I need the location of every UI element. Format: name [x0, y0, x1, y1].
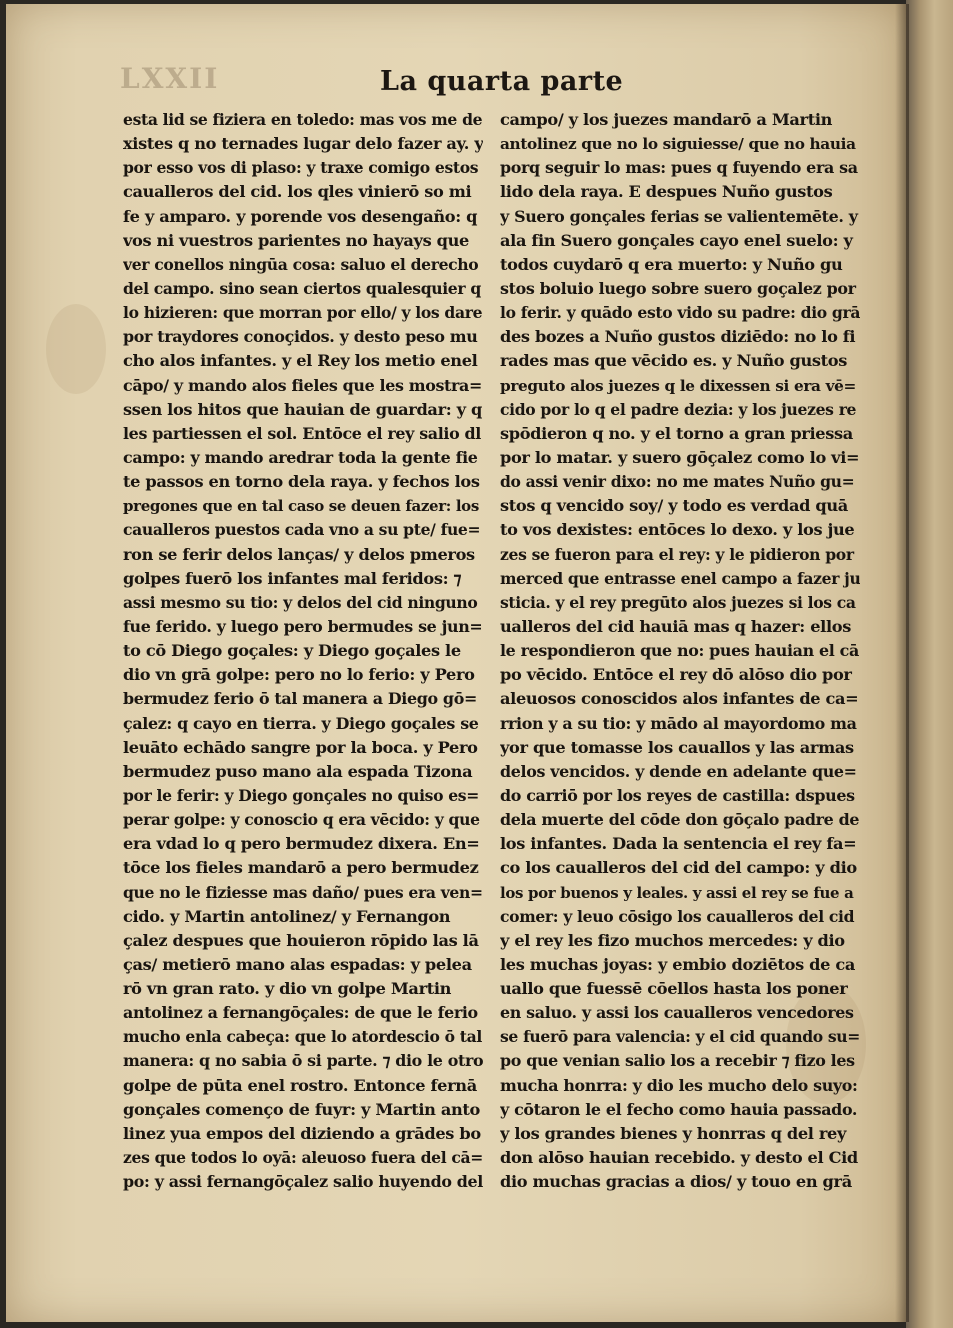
text-line: yor que tomasse los cauallos y las armas: [500, 737, 854, 757]
text-line: rrion y a su tio: y mādo al mayordomo ma: [500, 713, 857, 733]
left-text-column: [123, 108, 483, 1194]
text-line: campo/ y los juezes mandarō a Martin: [500, 110, 833, 129]
text-line: merced que entrasse enel campo a fazer ju: [500, 568, 860, 588]
text-line: po que venian salio los a recebir ⁊ fizo les: [500, 1051, 855, 1071]
text-line: do assi venir dixo: no me mates Nuño gu=: [500, 472, 855, 492]
text-line: que no le fiziesse mas daño/ pues era ven=: [123, 882, 483, 902]
text-line: po vēcido. Entōce el rey dō alōso dio por: [500, 665, 852, 685]
text-line: zes que todos lo oyā: aleuoso fuera del cā=: [123, 1148, 483, 1168]
text-line: los por buenos y leales. y assi el rey se fue a: [500, 883, 854, 902]
paper-stain: [46, 304, 106, 394]
text-line: to cō Diego goçales: y Diego goçales le: [123, 641, 461, 661]
text-line: stos boluio luego sobre suero goçalez por: [500, 278, 856, 298]
text-line: aleuosos conoscidos alos infantes de ca=: [500, 689, 859, 709]
text-line: bermudez puso mano ala espada Tizona: [123, 761, 473, 781]
text-line: los infantes. Dada la sentencia el rey fa=: [500, 834, 857, 854]
text-line: ala fin Suero gonçales cayo enel suelo: y: [500, 230, 853, 250]
text-line: xistes q no ternades lugar delo fazer ay. y: [123, 134, 483, 154]
text-line: por le ferir: y Diego gonçales no quiso es=: [123, 785, 479, 805]
folio-number: LXXII: [120, 62, 220, 95]
text-line: zes se fueron para el rey: y le pidieron por: [500, 544, 854, 564]
text-line: delos vencidos. y dende en adelante que=: [500, 761, 857, 781]
text-line: fue ferido. y luego pero bermudes se jun=: [123, 616, 483, 636]
text-line: po: y assi fernangōçalez salio huyendo del: [123, 1172, 483, 1192]
running-head: La quarta parte: [380, 66, 624, 97]
text-line: antolinez que no lo siguiesse/ que no hauia: [500, 135, 856, 154]
text-line: y el rey les fizo muchos mercedes: y dio: [500, 930, 845, 950]
text-line: to vos dexistes: entōces lo dexo. y los jue: [500, 520, 855, 540]
text-line: esta lid se fiziera en toledo: mas vos me de: [123, 110, 483, 129]
text-line: en saluo. y assi los caualleros vencedores: [500, 1003, 854, 1023]
text-line: por esso vos di plaso: y traxe comigo estos: [123, 158, 479, 178]
text-line: bermudez ferio ō tal manera a Diego gō=: [123, 689, 477, 709]
text-line: mucho enla cabeça: que lo atordescio ō tal: [123, 1027, 482, 1047]
text-line: gonçales començo de fuyr: y Martin anto: [123, 1099, 480, 1119]
text-line: comer: y leuo cōsigo los caualleros del cid: [500, 906, 855, 926]
text-line: fe y amparo. y porende vos desengaño: q: [123, 206, 478, 226]
text-line: y Suero gonçales ferias se valientemēte. y: [500, 206, 858, 226]
text-line: le respondieron que no: pues hauian el cā: [500, 641, 859, 661]
right-text-column: [500, 108, 860, 1194]
text-line: era vdad lo q pero bermudez dixera. En=: [123, 834, 480, 854]
text-line: del campo. sino sean ciertos qualesquier q: [123, 278, 481, 298]
text-line: tōce los fieles mandarō a pero bermudez: [123, 858, 479, 878]
text-line: des bozes a Nuño gustos diziēdo: no lo fi: [500, 327, 856, 347]
text-line: stos q vencido soy/ y todo es verdad quā: [500, 496, 848, 516]
text-line: les muchas joyas: y embio doziētos de ca: [500, 954, 855, 974]
text-line: cido. y Martin antolinez/ y Fernangon: [123, 906, 451, 926]
text-line: ssen los hitos que hauian de guardar: y q: [123, 399, 482, 419]
text-line: dio vn grā golpe: pero no lo ferio: y Pero: [123, 665, 475, 685]
text-line: cido por lo q el padre dezia: y los juezes re: [500, 399, 857, 419]
text-line: porq seguir lo mas: pues q fuyendo era sa: [500, 158, 858, 178]
text-line: co los caualleros del cid del campo: y dio: [500, 858, 857, 878]
text-line: lido dela raya. E despues Nuño gustos: [500, 182, 833, 202]
text-line: golpes fuerō los infantes mal feridos: ⁊: [123, 568, 462, 588]
text-line: por traydores conoçidos. y desto peso mu: [123, 327, 478, 347]
text-line: vos ni vuestros parientes no hayays que: [123, 230, 469, 250]
text-line: caualleros puestos cada vno a su pte/ fue=: [123, 520, 481, 540]
text-line: dio muchas gracias a dios/ y touo en grā: [500, 1172, 852, 1192]
text-line: mucha honrra: y dio les mucho delo suyo:: [500, 1075, 858, 1095]
text-line: sticia. y el rey pregūto alos juezes si los ca: [500, 592, 856, 612]
text-line: manera: q no sabia ō si parte. ⁊ dio le otro: [123, 1051, 483, 1071]
text-line: assi mesmo su tio: y delos del cid ninguno: [123, 592, 478, 612]
text-line: cho alos infantes. y el Rey los metio enel: [123, 351, 478, 371]
text-line: rō vn gran rato. y dio vn golpe Martin: [123, 979, 452, 999]
text-line: çalez despues que houieron rōpido las lā: [123, 930, 479, 950]
adjacent-page-edge: [906, 0, 953, 1328]
text-line: te passos en torno dela raya. y fechos los: [123, 472, 480, 492]
text-line: ver conellos ningūa cosa: saluo el derecho: [123, 254, 479, 274]
text-line: lo ferir. y quādo esto vido su padre: dio grā: [500, 303, 860, 323]
text-line: preguto alos juezes q le dixessen si era vē=: [500, 376, 856, 395]
text-line: se fuerō para valencia: y el cid quando su=: [500, 1027, 860, 1047]
text-line: antolinez a fernangōçales: de que le ferio: [123, 1003, 478, 1023]
text-line: cāpo/ y mando alos fieles que les mostra=: [123, 375, 482, 395]
text-line: todos cuydarō q era muerto: y Nuño gu: [500, 254, 843, 274]
text-line: don alōso hauian recebido. y desto el Cid: [500, 1148, 858, 1168]
text-line: uallo que fuessē cōellos hasta los poner: [500, 979, 848, 999]
text-line: ças/ metierō mano alas espadas: y pelea: [123, 954, 472, 974]
text-line: do carriō por los reyes de castilla: dspues: [500, 785, 855, 805]
text-line: y los grandes bienes y honrras q del rey: [500, 1123, 847, 1143]
text-line: campo: y mando aredrar toda la gente fie: [123, 447, 478, 467]
text-line: çalez: q cayo en tierra. y Diego goçales se: [123, 713, 479, 733]
text-line: linez yua empos del diziendo a grādes bo: [123, 1123, 481, 1143]
text-line: golpe de pūta enel rostro. Entonce fernā: [123, 1075, 477, 1095]
text-line: pregones que en tal caso se deuen fazer: los: [123, 497, 479, 516]
page-gutter-shadow: [895, 4, 909, 1322]
text-line: lo hizieren: que morran por ello/ y los dare: [123, 303, 483, 323]
text-line: rades mas que vēcido es. y Nuño gustos: [500, 351, 848, 371]
text-line: y cōtaron le el fecho como hauia passado.: [500, 1099, 858, 1119]
text-line: leuāto echādo sangre por la boca. y Pero: [123, 737, 478, 757]
text-line: ualleros del cid hauiā mas q hazer: ellos: [500, 616, 851, 636]
text-line: les partiessen el sol. Entōce el rey salio dl: [123, 423, 481, 443]
text-line: spōdieron q no. y el torno a gran priessa: [500, 423, 853, 443]
text-line: ron se ferir delos lanças/ y delos pmeros: [123, 544, 475, 564]
text-line: caualleros del cid. los qles vinierō so mi: [123, 182, 472, 202]
text-line: por lo matar. y suero gōçalez como lo vi=: [500, 447, 860, 467]
text-line: perar golpe: y conoscio q era vēcido: y que: [123, 810, 480, 830]
text-line: dela muerte del cōde don gōçalo padre de: [500, 810, 860, 830]
